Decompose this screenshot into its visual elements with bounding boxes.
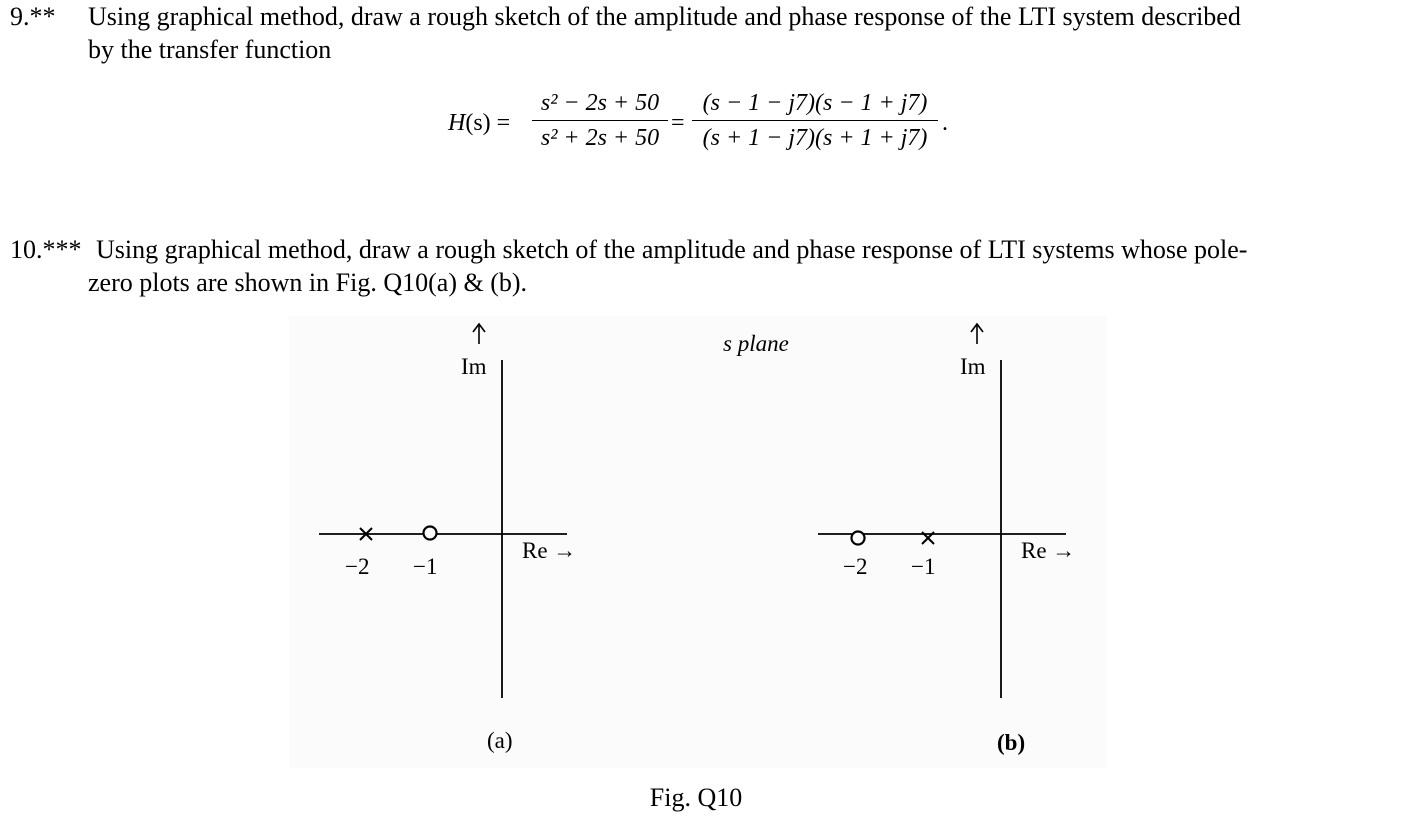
question-10-line-1: Using graphical method, draw a rough sketch of the amplitude and phase response of LTI systems whose pole- bbox=[96, 235, 1248, 264]
plot-b-tick-label-minus-2: −2 bbox=[843, 554, 868, 579]
pole-zero-plots bbox=[289, 316, 1107, 768]
plot-b-panel-label: (b) bbox=[997, 730, 1026, 755]
plot-b-im-arrow bbox=[971, 324, 983, 344]
fraction-1 bbox=[532, 88, 668, 153]
question-9-number: 9.** bbox=[10, 2, 56, 31]
fraction-2-bar bbox=[692, 120, 938, 121]
equation-end-period: . bbox=[942, 110, 948, 136]
plot-a-im-label: Im bbox=[461, 354, 487, 379]
plot-a-tick-label-minus-2: −2 bbox=[345, 554, 370, 579]
fraction-2-denominator: (s + 1 − j7)(s + 1 + j7) bbox=[702, 125, 928, 151]
plot-a-tick-label-minus-1: −1 bbox=[413, 554, 438, 579]
plot-a bbox=[319, 324, 576, 753]
fraction-2-numerator: (s − 1 − j7)(s − 1 + j7) bbox=[702, 90, 928, 116]
s-plane-label: s plane bbox=[723, 331, 789, 356]
fraction-1-bar bbox=[532, 120, 668, 121]
plot-b-im-label: Im bbox=[960, 354, 986, 379]
transfer-function-equation bbox=[448, 88, 968, 168]
fraction-1-denominator: s² + 2s + 50 bbox=[540, 125, 660, 151]
plot-a-zero-marker bbox=[424, 527, 437, 540]
question-9-line-1: Using graphical method, draw a rough sketch of the amplitude and phase response of the LTI system described bbox=[88, 2, 1241, 31]
plot-b-tick-label-minus-1: −1 bbox=[911, 554, 936, 579]
plot-b-zero-marker bbox=[852, 532, 865, 545]
figure-caption: Fig. Q10 bbox=[649, 783, 743, 812]
figure-q10-panel bbox=[289, 316, 1107, 768]
fraction-1-numerator: s² − 2s + 50 bbox=[540, 90, 660, 116]
plot-a-panel-label: (a) bbox=[487, 728, 513, 753]
question-10-line-2: zero plots are shown in Fig. Q10(a) & (b). bbox=[88, 268, 528, 297]
question-9-line-2: by the transfer function bbox=[88, 35, 332, 64]
question-10-number: 10.*** bbox=[10, 235, 82, 264]
plot-a-re-label: Re → bbox=[522, 538, 577, 563]
equation-lhs: H(s) = bbox=[448, 110, 511, 136]
plot-b-re-label: Re → bbox=[1021, 538, 1076, 563]
plot-a-im-arrow bbox=[473, 324, 485, 344]
equation-equals: = bbox=[671, 110, 685, 136]
fraction-2 bbox=[692, 88, 938, 153]
plot-b bbox=[818, 324, 1075, 755]
